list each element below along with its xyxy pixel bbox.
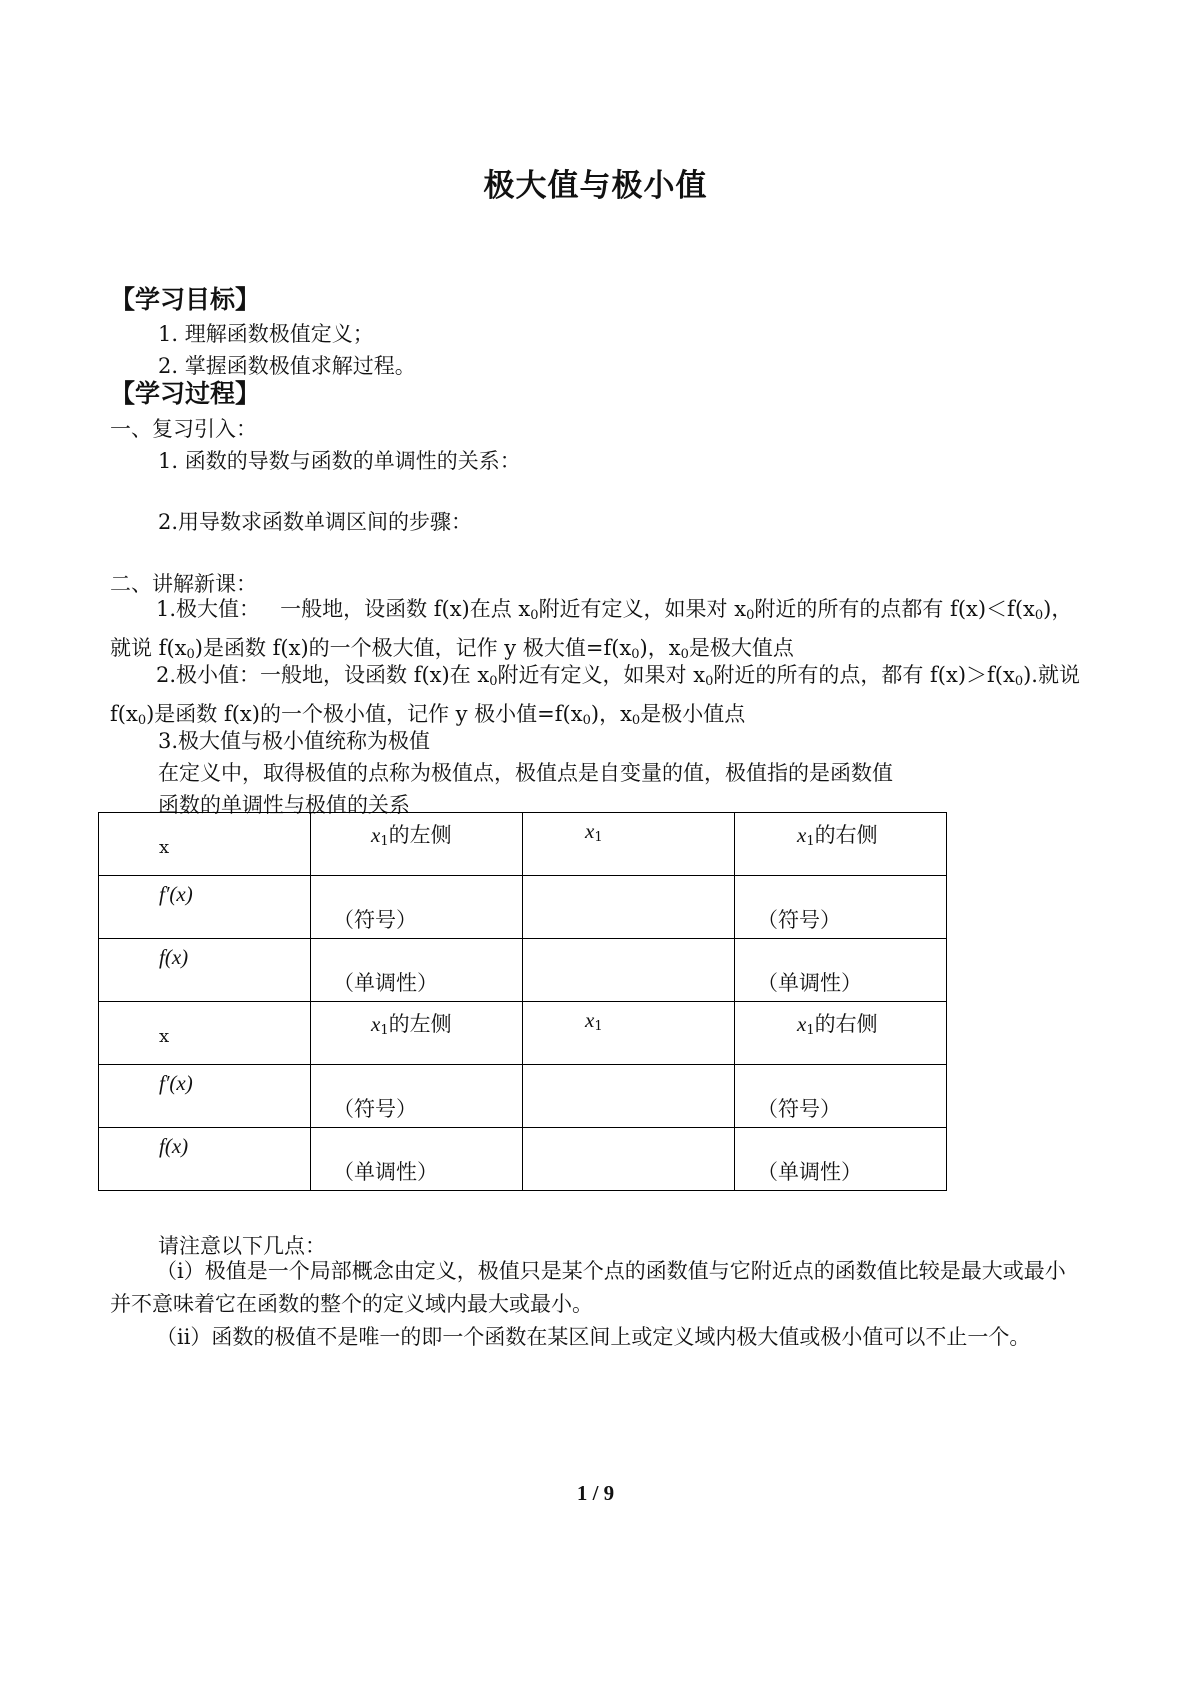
page-number: 1 / 9 <box>576 1481 615 1505</box>
sign-cell: （符号） <box>333 908 417 932</box>
x1-label: $x_1$ <box>585 1008 603 1034</box>
table-caption: 函数的单调性与极值的关系 <box>158 793 410 817</box>
note-item: （ⅱ）函数的极值不是唯一的即一个函数在某区间上或定义域内极大值或极小值可以不止一个。 <box>156 1325 1031 1349</box>
notes-heading: 请注意以下几点： <box>158 1234 326 1258</box>
page-title: 极大值与极小值 <box>483 168 708 204</box>
review-heading: 一、复习引入： <box>110 417 257 441</box>
objective-item: 2. 掌握函数极值求解过程。 <box>158 354 416 378</box>
monotonicity-cell: （单调性） <box>757 971 862 995</box>
extrema-definition: 3.极大值与极小值统称为极值 <box>158 729 431 753</box>
x1-left-label: $x_1$的左侧 <box>371 1012 452 1038</box>
row-label-x: x <box>159 1026 170 1047</box>
sign-cell: （符号） <box>757 908 841 932</box>
x1-left-label: $x_1$的左侧 <box>371 823 452 849</box>
sign-cell: （符号） <box>757 1097 841 1121</box>
review-item: 2.用导数求函数单调区间的步骤： <box>158 510 473 534</box>
table-row <box>99 1065 947 1128</box>
definition-minimum: 2.极小值：一般地，设函数 f(x)在 $x_0$附近有定义，如果对 $x_0$附近的所有的点，都有 $f(x)>f(x_0)$.就说 $f(x_0)$是函数 f(x)的一个极小值，记作 y 极小值$=f(x_0)$，$x_0$是极小值点 <box>110 663 1080 728</box>
x1-label: $x_1$ <box>585 819 603 845</box>
monotonicity-cell: （单调性） <box>333 1160 438 1184</box>
note-item: （ⅰ）极值是一个局部概念由定义，极值只是某个点的函数值与它附近点的函数值比较是最大或最小并不意味着它在函数的整个的定义域内最大或最小。 <box>110 1259 1066 1316</box>
row-label-x: x <box>159 837 170 858</box>
table-row <box>99 813 947 876</box>
objectives-heading: 【学习目标】 <box>110 285 261 314</box>
monotonicity-cell: （单调性） <box>333 971 438 995</box>
row-label-fprime: f′(x) <box>159 1071 193 1095</box>
table-row <box>99 939 947 1002</box>
process-heading: 【学习过程】 <box>110 379 261 408</box>
extrema-note: 在定义中，取得极值的点称为极值点，极值点是自变量的值，极值指的是函数值 <box>158 761 893 785</box>
row-label-fprime: f′(x) <box>159 882 193 906</box>
table-row <box>99 1128 947 1191</box>
sign-cell: （符号） <box>333 1097 417 1121</box>
monotonicity-cell: （单调性） <box>757 1160 862 1184</box>
x1-right-label: $x_1$的右侧 <box>797 823 878 849</box>
review-item: 1. 函数的导数与函数的单调性的关系： <box>158 449 521 473</box>
row-label-f: f(x) <box>159 945 189 969</box>
new-lesson-heading: 二、讲解新课： <box>110 572 257 596</box>
objective-item: 1. 理解函数极值定义； <box>158 322 374 346</box>
monotonicity-extrema-table <box>98 812 947 1191</box>
table-row <box>99 876 947 939</box>
row-label-f: f(x) <box>159 1134 189 1158</box>
x1-right-label: $x_1$的右侧 <box>797 1012 878 1038</box>
definition-maximum: 1.极大值： 一般地，设函数 f(x)在点 $x_0$附近有定义，如果对 $x_0$附近的所有的点都有 $f(x)<f(x_0)$，就说 $f(x_0)$是函数 f(x)的一个极大值，记作 y 极大值$=f(x_0)$，$x_0$是极大值点 <box>110 597 1073 662</box>
table-row <box>99 1002 947 1065</box>
